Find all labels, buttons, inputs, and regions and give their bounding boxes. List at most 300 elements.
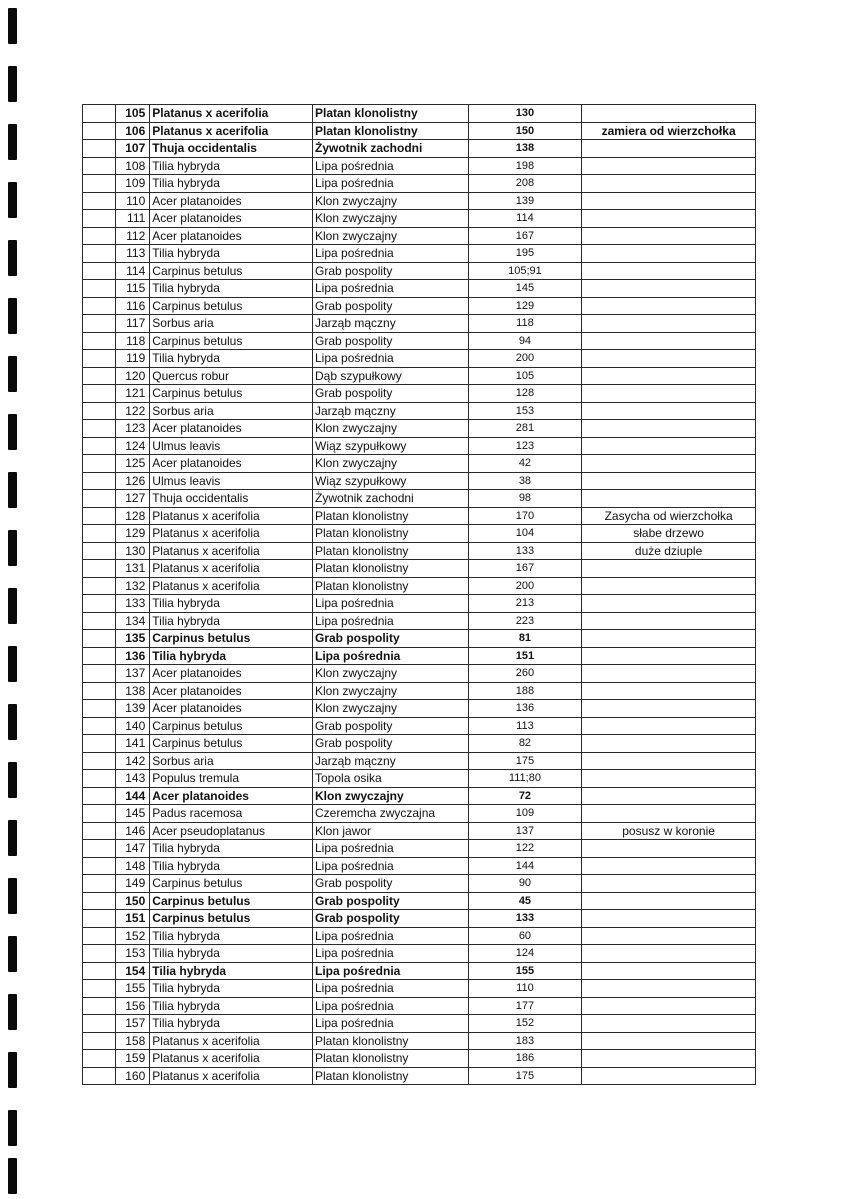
table-row: [83, 577, 756, 595]
tree-number-cell: 139: [116, 700, 150, 718]
table-row: [83, 455, 756, 473]
note-cell: [582, 192, 756, 210]
blank-cell: [83, 717, 116, 735]
note-cell: [582, 157, 756, 175]
latin-name-cell: Platanus x acerifolia: [150, 577, 313, 595]
blank-cell: [83, 245, 116, 263]
blank-cell: [83, 892, 116, 910]
polish-name-cell: Klon zwyczajny: [313, 420, 469, 438]
measurement-cell: 139: [468, 192, 582, 210]
latin-name-cell: Ulmus leavis: [150, 437, 313, 455]
blank-cell: [83, 262, 116, 280]
tree-number-cell: 132: [116, 577, 150, 595]
polish-name-cell: Grab pospolity: [313, 630, 469, 648]
latin-name-cell: Sorbus aria: [150, 402, 313, 420]
latin-name-cell: Tilia hybryda: [150, 647, 313, 665]
polish-name-cell: Klon zwyczajny: [313, 665, 469, 683]
blank-cell: [83, 735, 116, 753]
polish-name-cell: Platan klonolistny: [313, 1050, 469, 1068]
table-row: [83, 420, 756, 438]
polish-name-cell: Grab pospolity: [313, 910, 469, 928]
binder-hole-mark: [8, 530, 17, 566]
latin-name-cell: Platanus x acerifolia: [150, 1032, 313, 1050]
latin-name-cell: Platanus x acerifolia: [150, 542, 313, 560]
blank-cell: [83, 822, 116, 840]
latin-name-cell: Acer platanoides: [150, 227, 313, 245]
polish-name-cell: Lipa pośrednia: [313, 612, 469, 630]
tree-number-cell: 153: [116, 945, 150, 963]
binder-hole-mark: [8, 994, 17, 1030]
tree-inventory-table: [82, 104, 756, 1085]
tree-number-cell: 142: [116, 752, 150, 770]
binder-hole-mark: [8, 1052, 17, 1088]
note-cell: posusz w koronie: [582, 822, 756, 840]
note-cell: [582, 420, 756, 438]
blank-cell: [83, 560, 116, 578]
blank-cell: [83, 210, 116, 228]
latin-name-cell: Platanus x acerifolia: [150, 507, 313, 525]
latin-name-cell: Carpinus betulus: [150, 630, 313, 648]
measurement-cell: 94: [468, 332, 582, 350]
latin-name-cell: Platanus x acerifolia: [150, 122, 313, 140]
note-cell: zamiera od wierzchołka: [582, 122, 756, 140]
note-cell: [582, 682, 756, 700]
measurement-cell: 133: [468, 910, 582, 928]
polish-name-cell: Lipa pośrednia: [313, 927, 469, 945]
blank-cell: [83, 192, 116, 210]
note-cell: [582, 630, 756, 648]
note-cell: [582, 332, 756, 350]
table-row: [83, 122, 756, 140]
tree-number-cell: 113: [116, 245, 150, 263]
note-cell: słabe drzewo: [582, 525, 756, 543]
blank-cell: [83, 175, 116, 193]
note-cell: [582, 945, 756, 963]
table-row: [83, 385, 756, 403]
tree-number-cell: 107: [116, 140, 150, 158]
measurement-cell: 167: [468, 227, 582, 245]
blank-cell: [83, 490, 116, 508]
polish-name-cell: Lipa pośrednia: [313, 175, 469, 193]
measurement-cell: 42: [468, 455, 582, 473]
tree-number-cell: 133: [116, 595, 150, 613]
table-row: [83, 822, 756, 840]
blank-cell: [83, 700, 116, 718]
blank-cell: [83, 1032, 116, 1050]
latin-name-cell: Tilia hybryda: [150, 157, 313, 175]
blank-cell: [83, 875, 116, 893]
table-row: [83, 367, 756, 385]
latin-name-cell: Acer platanoides: [150, 192, 313, 210]
blank-cell: [83, 332, 116, 350]
polish-name-cell: Klon zwyczajny: [313, 682, 469, 700]
table-row: [83, 700, 756, 718]
tree-number-cell: 110: [116, 192, 150, 210]
latin-name-cell: Quercus robur: [150, 367, 313, 385]
note-cell: [582, 927, 756, 945]
polish-name-cell: Jarząb mączny: [313, 752, 469, 770]
polish-name-cell: Platan klonolistny: [313, 560, 469, 578]
polish-name-cell: Żywotnik zachodni: [313, 490, 469, 508]
tree-number-cell: 117: [116, 315, 150, 333]
tree-number-cell: 144: [116, 787, 150, 805]
measurement-cell: 138: [468, 140, 582, 158]
note-cell: [582, 892, 756, 910]
table-row: [83, 770, 756, 788]
table-row: [83, 910, 756, 928]
measurement-cell: 198: [468, 157, 582, 175]
measurement-cell: 155: [468, 962, 582, 980]
latin-name-cell: Carpinus betulus: [150, 717, 313, 735]
tree-number-cell: 109: [116, 175, 150, 193]
latin-name-cell: Tilia hybryda: [150, 962, 313, 980]
blank-cell: [83, 665, 116, 683]
note-cell: [582, 402, 756, 420]
polish-name-cell: Klon zwyczajny: [313, 700, 469, 718]
binder-hole-mark: [8, 240, 17, 276]
measurement-cell: 118: [468, 315, 582, 333]
blank-cell: [83, 1050, 116, 1068]
blank-cell: [83, 472, 116, 490]
polish-name-cell: Grab pospolity: [313, 332, 469, 350]
measurement-cell: 188: [468, 682, 582, 700]
table-row: [83, 787, 756, 805]
tree-number-cell: 136: [116, 647, 150, 665]
binder-hole-mark: [8, 1158, 17, 1194]
latin-name-cell: Tilia hybryda: [150, 245, 313, 263]
polish-name-cell: Klon zwyczajny: [313, 455, 469, 473]
tree-number-cell: 156: [116, 997, 150, 1015]
tree-number-cell: 131: [116, 560, 150, 578]
table-row: [83, 647, 756, 665]
note-cell: [582, 647, 756, 665]
polish-name-cell: Lipa pośrednia: [313, 1015, 469, 1033]
latin-name-cell: Sorbus aria: [150, 315, 313, 333]
latin-name-cell: Tilia hybryda: [150, 980, 313, 998]
polish-name-cell: Platan klonolistny: [313, 1032, 469, 1050]
tree-number-cell: 124: [116, 437, 150, 455]
note-cell: [582, 280, 756, 298]
note-cell: [582, 367, 756, 385]
polish-name-cell: Lipa pośrednia: [313, 245, 469, 263]
measurement-cell: 124: [468, 945, 582, 963]
latin-name-cell: Carpinus betulus: [150, 875, 313, 893]
polish-name-cell: Wiąz szypułkowy: [313, 472, 469, 490]
latin-name-cell: Populus tremula: [150, 770, 313, 788]
tree-number-cell: 129: [116, 525, 150, 543]
tree-number-cell: 128: [116, 507, 150, 525]
tree-number-cell: 127: [116, 490, 150, 508]
binder-hole-mark: [8, 878, 17, 914]
measurement-cell: 200: [468, 350, 582, 368]
tree-number-cell: 155: [116, 980, 150, 998]
note-cell: [582, 315, 756, 333]
polish-name-cell: Żywotnik zachodni: [313, 140, 469, 158]
table-row: [83, 490, 756, 508]
polish-name-cell: Grab pospolity: [313, 717, 469, 735]
binder-hole-mark: [8, 588, 17, 624]
tree-number-cell: 157: [116, 1015, 150, 1033]
tree-number-cell: 106: [116, 122, 150, 140]
tree-number-cell: 105: [116, 105, 150, 123]
tree-number-cell: 121: [116, 385, 150, 403]
latin-name-cell: Acer platanoides: [150, 665, 313, 683]
note-cell: [582, 770, 756, 788]
note-cell: [582, 227, 756, 245]
table-row: [83, 350, 756, 368]
note-cell: [582, 455, 756, 473]
table-body: [83, 105, 756, 1085]
tree-number-cell: 122: [116, 402, 150, 420]
measurement-cell: 123: [468, 437, 582, 455]
measurement-cell: 150: [468, 122, 582, 140]
table-row: [83, 560, 756, 578]
binder-hole-mark: [8, 762, 17, 798]
measurement-cell: 60: [468, 927, 582, 945]
polish-name-cell: Platan klonolistny: [313, 507, 469, 525]
note-cell: [582, 560, 756, 578]
latin-name-cell: Acer platanoides: [150, 787, 313, 805]
binder-hole-mark: [8, 1110, 17, 1146]
blank-cell: [83, 525, 116, 543]
polish-name-cell: Klon zwyczajny: [313, 192, 469, 210]
blank-cell: [83, 577, 116, 595]
latin-name-cell: Platanus x acerifolia: [150, 1067, 313, 1085]
table-row: [83, 280, 756, 298]
tree-number-cell: 158: [116, 1032, 150, 1050]
tree-number-cell: 123: [116, 420, 150, 438]
tree-number-cell: 130: [116, 542, 150, 560]
latin-name-cell: Acer platanoides: [150, 700, 313, 718]
note-cell: [582, 262, 756, 280]
latin-name-cell: Carpinus betulus: [150, 910, 313, 928]
table-row: [83, 210, 756, 228]
note-cell: [582, 700, 756, 718]
latin-name-cell: Tilia hybryda: [150, 997, 313, 1015]
blank-cell: [83, 157, 116, 175]
blank-cell: [83, 770, 116, 788]
note-cell: [582, 105, 756, 123]
latin-name-cell: Platanus x acerifolia: [150, 525, 313, 543]
blank-cell: [83, 1015, 116, 1033]
tree-number-cell: 126: [116, 472, 150, 490]
tree-number-cell: 112: [116, 227, 150, 245]
blank-cell: [83, 857, 116, 875]
binder-hole-mark: [8, 414, 17, 450]
table-row: [83, 997, 756, 1015]
measurement-cell: 145: [468, 280, 582, 298]
polish-name-cell: Grab pospolity: [313, 262, 469, 280]
polish-name-cell: Klon jawor: [313, 822, 469, 840]
tree-number-cell: 120: [116, 367, 150, 385]
measurement-cell: 111;80: [468, 770, 582, 788]
tree-number-cell: 146: [116, 822, 150, 840]
note-cell: [582, 472, 756, 490]
note-cell: [582, 997, 756, 1015]
tree-number-cell: 149: [116, 875, 150, 893]
note-cell: [582, 490, 756, 508]
measurement-cell: 136: [468, 700, 582, 718]
binder-hole-mark: [8, 646, 17, 682]
polish-name-cell: Lipa pośrednia: [313, 945, 469, 963]
binder-hole-mark: [8, 472, 17, 508]
measurement-cell: 144: [468, 857, 582, 875]
polish-name-cell: Wiąz szypułkowy: [313, 437, 469, 455]
tree-number-cell: 125: [116, 455, 150, 473]
polish-name-cell: Grab pospolity: [313, 385, 469, 403]
measurement-cell: 133: [468, 542, 582, 560]
table-row: [83, 175, 756, 193]
measurement-cell: 105;91: [468, 262, 582, 280]
blank-cell: [83, 910, 116, 928]
tree-number-cell: 150: [116, 892, 150, 910]
note-cell: duże dziuple: [582, 542, 756, 560]
polish-name-cell: Lipa pośrednia: [313, 280, 469, 298]
measurement-cell: 104: [468, 525, 582, 543]
note-cell: [582, 875, 756, 893]
latin-name-cell: Tilia hybryda: [150, 612, 313, 630]
latin-name-cell: Carpinus betulus: [150, 892, 313, 910]
measurement-cell: 130: [468, 105, 582, 123]
blank-cell: [83, 945, 116, 963]
table-row: [83, 192, 756, 210]
blank-cell: [83, 122, 116, 140]
latin-name-cell: Platanus x acerifolia: [150, 1050, 313, 1068]
blank-cell: [83, 105, 116, 123]
blank-cell: [83, 647, 116, 665]
tree-number-cell: 143: [116, 770, 150, 788]
tree-number-cell: 115: [116, 280, 150, 298]
measurement-cell: 153: [468, 402, 582, 420]
binder-hole-mark: [8, 298, 17, 334]
blank-cell: [83, 402, 116, 420]
note-cell: [582, 1032, 756, 1050]
polish-name-cell: Klon zwyczajny: [313, 210, 469, 228]
tree-number-cell: 160: [116, 1067, 150, 1085]
binder-hole-mark: [8, 820, 17, 856]
blank-cell: [83, 227, 116, 245]
table-row: [83, 245, 756, 263]
note-cell: [582, 1067, 756, 1085]
table-row: [83, 630, 756, 648]
blank-cell: [83, 927, 116, 945]
table-row: [83, 682, 756, 700]
latin-name-cell: Acer platanoides: [150, 210, 313, 228]
tree-number-cell: 141: [116, 735, 150, 753]
measurement-cell: 186: [468, 1050, 582, 1068]
blank-cell: [83, 420, 116, 438]
measurement-cell: 151: [468, 647, 582, 665]
table-row: [83, 1067, 756, 1085]
tree-number-cell: 114: [116, 262, 150, 280]
polish-name-cell: Platan klonolistny: [313, 542, 469, 560]
latin-name-cell: Tilia hybryda: [150, 350, 313, 368]
latin-name-cell: Platanus x acerifolia: [150, 560, 313, 578]
blank-cell: [83, 455, 116, 473]
table-row: [83, 507, 756, 525]
note-cell: [582, 735, 756, 753]
table-row: [83, 962, 756, 980]
table-row: [83, 595, 756, 613]
latin-name-cell: Platanus x acerifolia: [150, 105, 313, 123]
note-cell: [582, 595, 756, 613]
table-row: [83, 665, 756, 683]
table-row: [83, 262, 756, 280]
tree-number-cell: 134: [116, 612, 150, 630]
measurement-cell: 72: [468, 787, 582, 805]
table-row: [83, 105, 756, 123]
binder-hole-mark: [8, 704, 17, 740]
latin-name-cell: Thuja occidentalis: [150, 490, 313, 508]
polish-name-cell: Grab pospolity: [313, 735, 469, 753]
measurement-cell: 122: [468, 840, 582, 858]
note-cell: [582, 612, 756, 630]
blank-cell: [83, 805, 116, 823]
table-row: [83, 1015, 756, 1033]
note-cell: [582, 245, 756, 263]
polish-name-cell: Lipa pośrednia: [313, 647, 469, 665]
latin-name-cell: Tilia hybryda: [150, 945, 313, 963]
binder-hole-mark: [8, 8, 17, 44]
measurement-cell: 152: [468, 1015, 582, 1033]
blank-cell: [83, 385, 116, 403]
note-cell: [582, 1015, 756, 1033]
note-cell: [582, 980, 756, 998]
note-cell: [582, 717, 756, 735]
latin-name-cell: Thuja occidentalis: [150, 140, 313, 158]
measurement-cell: 105: [468, 367, 582, 385]
note-cell: [582, 175, 756, 193]
measurement-cell: 45: [468, 892, 582, 910]
latin-name-cell: Tilia hybryda: [150, 1015, 313, 1033]
polish-name-cell: Lipa pośrednia: [313, 840, 469, 858]
measurement-cell: 170: [468, 507, 582, 525]
polish-name-cell: Lipa pośrednia: [313, 595, 469, 613]
tree-number-cell: 140: [116, 717, 150, 735]
table-row: [83, 227, 756, 245]
blank-cell: [83, 840, 116, 858]
polish-name-cell: Lipa pośrednia: [313, 157, 469, 175]
measurement-cell: 90: [468, 875, 582, 893]
measurement-cell: 81: [468, 630, 582, 648]
polish-name-cell: Topola osika: [313, 770, 469, 788]
table-row: [83, 140, 756, 158]
blank-cell: [83, 612, 116, 630]
tree-number-cell: 119: [116, 350, 150, 368]
note-cell: [582, 297, 756, 315]
polish-name-cell: Grab pospolity: [313, 875, 469, 893]
note-cell: [582, 385, 756, 403]
polish-name-cell: Grab pospolity: [313, 892, 469, 910]
polish-name-cell: Platan klonolistny: [313, 105, 469, 123]
note-cell: [582, 350, 756, 368]
polish-name-cell: Lipa pośrednia: [313, 962, 469, 980]
blank-cell: [83, 682, 116, 700]
tree-number-cell: 118: [116, 332, 150, 350]
note-cell: [582, 857, 756, 875]
table-row: [83, 735, 756, 753]
table-row: [83, 315, 756, 333]
note-cell: [582, 805, 756, 823]
tree-number-cell: 116: [116, 297, 150, 315]
table-row: [83, 472, 756, 490]
polish-name-cell: Dąb szypułkowy: [313, 367, 469, 385]
measurement-cell: 114: [468, 210, 582, 228]
blank-cell: [83, 787, 116, 805]
table-row: [83, 875, 756, 893]
blank-cell: [83, 280, 116, 298]
latin-name-cell: Acer pseudoplatanus: [150, 822, 313, 840]
